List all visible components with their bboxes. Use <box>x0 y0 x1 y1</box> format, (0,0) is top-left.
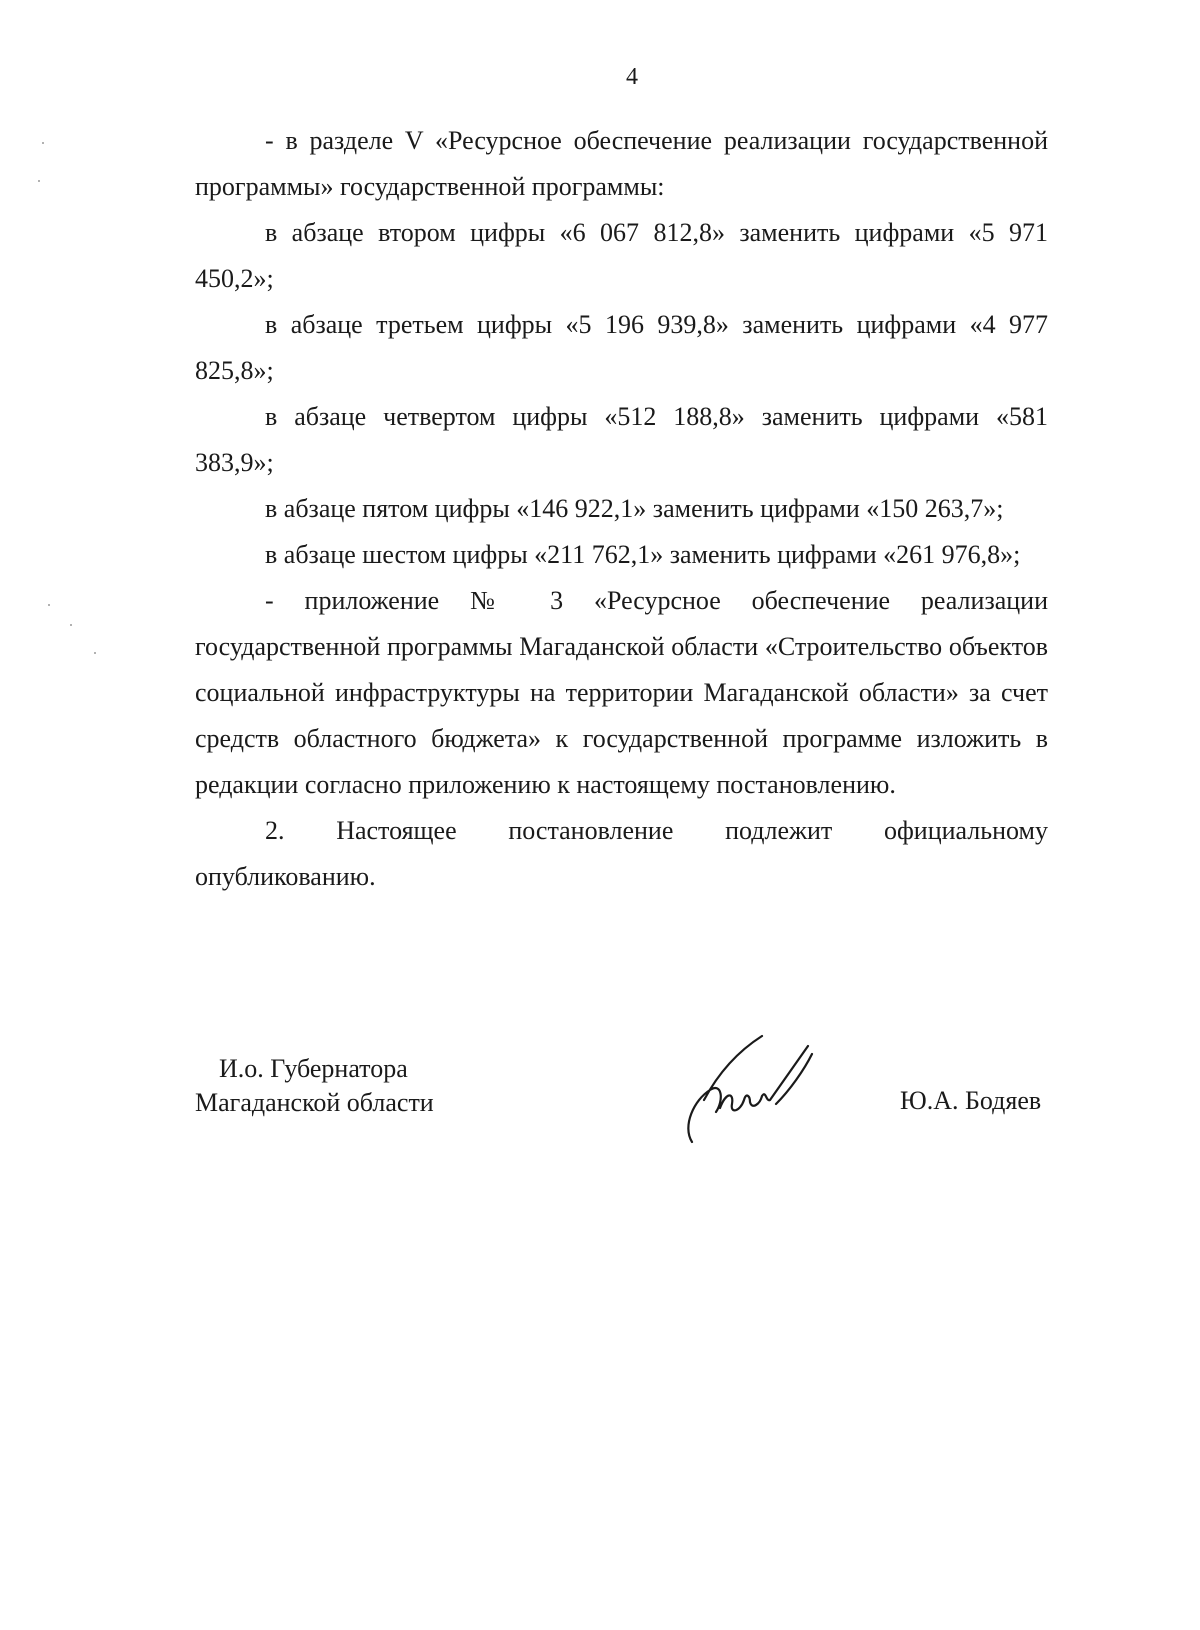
signer-name: Ю.А. Бодяев <box>900 1086 1042 1115</box>
document-body <box>195 118 1048 900</box>
paragraph-abzac-6: в абзаце шестом цифры «211 762,1» заменить цифрами «261 976,8»; <box>265 540 1021 569</box>
scan-speck <box>42 142 44 144</box>
scan-speck <box>38 180 40 182</box>
scan-speck <box>94 652 96 654</box>
scan-speck <box>48 604 50 606</box>
paragraph-publication: 2. Настоящее постановление подлежит официальному опубликованию. <box>195 816 1048 891</box>
paragraph-appendix-3: - приложение № 3 «Ресурсное обеспечение реализации государственной программы Магаданской области «Строительство объектов социальной инфраструктуры на территории Магаданской области» за счет средств областного бюджета» к государственной программе изложить в редакции согласно приложению к настоящему постановлению. <box>195 586 1048 799</box>
scan-speck <box>70 624 72 626</box>
paragraph-abzac-3: в абзаце третьем цифры «5 196 939,8» заменить цифрами «4 977 825,8»; <box>195 310 1048 385</box>
signatory-position <box>195 1052 434 1120</box>
handwritten-signature <box>680 1030 830 1150</box>
paragraph-abzac-4: в абзаце четвертом цифры «512 188,8» заменить цифрами «581 383,9»; <box>195 402 1048 477</box>
paragraph-abzac-5: в абзаце пятом цифры «146 922,1» заменить цифрами «150 263,7»; <box>265 494 1004 523</box>
position-line-1: И.о. Губернатора <box>219 1054 408 1083</box>
position-line-2: Магаданской области <box>195 1088 434 1117</box>
paragraph-abzac-2: в абзаце втором цифры «6 067 812,8» заменить цифрами «5 971 450,2»; <box>195 218 1048 293</box>
paragraph-section-v: - в разделе V «Ресурсное обеспечение реализации государственной программы» государственной программы: <box>195 126 1048 201</box>
page-number: 4 <box>626 64 638 90</box>
